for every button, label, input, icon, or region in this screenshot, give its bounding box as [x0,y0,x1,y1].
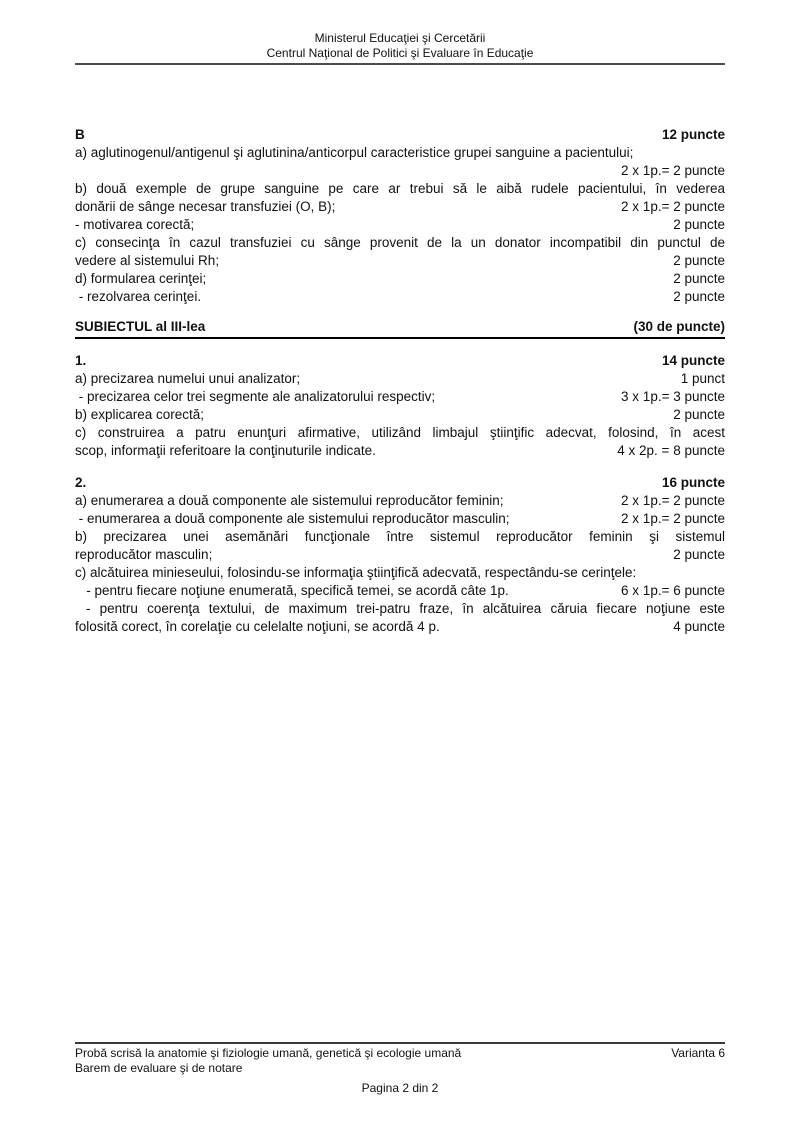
question-2-points: 16 puncte [661,475,725,490]
subject-3-heading [75,318,725,339]
footer-row-1 [75,1046,725,1061]
question-2-line-b1: b) precizarea unei asemănări funcţionale între sistemul reproducător feminin şi sistemul [75,529,725,544]
question-2-label: 2. [75,475,87,490]
section-b-label: B [75,127,85,142]
question-2-line-c2a: - pentru coerenţa textului, de maximum trei-patru fraze, în alcătuirea căruia fiecare noţiune este [86,601,725,616]
section-b-line-rezolvare: - rezolvarea cerinţei. 2 puncte [75,289,725,304]
question-1-line-c2: scop, informaţii referitoare la conţinuturile indicate. 4 x 2p. = 8 puncte [75,443,725,458]
question-1-block [75,352,725,460]
question-1-points: 14 puncte [661,353,725,368]
ministry-name: Ministerul Educaţiei şi Cercetării [314,31,486,45]
question-1-line-c1: c) construirea a patru enunţuri afirmative, utilizând limbajul ştiinţific adecvat, folosind, în acest [75,425,725,440]
document-footer [75,1042,725,1096]
question-1-heading [75,352,725,370]
barem-label: Barem de evaluare şi de notare [75,1061,243,1075]
question-1-line-a: a) precizarea numelui unui analizator; 1 punct [75,371,725,386]
question-2-line-b2: reproducător masculin; 2 puncte [75,547,725,562]
question-2-line-a2: - enumerarea a două componente ale sistemului reproducător masculin; 2 x 1p.= 2 puncte [75,511,725,526]
section-b-line-a-points: 2 x 1p.= 2 puncte [621,163,725,178]
section-b-points: 12 puncte [661,127,725,142]
question-2-line-a1: a) enumerarea a două componente ale sistemului reproducător feminin; 2 x 1p.= 2 puncte [75,493,725,508]
document-body [75,126,725,636]
subject-3-title: SUBIECTUL al III-lea [75,319,206,334]
section-b-line-c2: vedere al sistemului Rh; 2 puncte [75,253,725,268]
exam-title: Probă scrisă la anatomie şi fiziologie umană, genetică şi ecologie umană [75,1046,462,1060]
center-name: Centrul Naţional de Politici şi Evaluare în Educaţie [266,46,534,60]
question-1-label: 1. [75,353,87,368]
section-b-heading [75,126,725,144]
section-b-line-b1: b) două exemple de grupe sanguine pe care ar trebui să le aibă rudele pacientului, în vederea [75,181,725,196]
question-2-line-c1: - pentru fiecare noţiune enumerată, specifică temei, se acordă câte 1p. 6 x 1p.= 6 puncte [75,583,725,598]
question-2-heading [75,474,725,492]
section-b-line-d: d) formularea cerinţei; 2 puncte [75,271,725,286]
section-b-line-a: a) aglutinogenul/antigenul şi aglutinina/anticorpul caracteristice grupei sanguine a pacientului; [75,145,634,160]
question-2-line-c: c) alcătuirea minieseului, folosindu-se informaţia ştiinţifică adecvată, respectându-se cerinţele: [75,565,637,580]
section-b-line-c1: c) consecinţa în cazul transfuziei cu sânge provenit de la un donator incompatibil din punctul de [75,235,725,250]
subject-3-points: (30 de puncte) [633,319,725,334]
page-number: Pagina 2 din 2 [361,1081,439,1095]
question-2-block [75,474,725,636]
question-1-line-b: b) explicarea corectă; 2 puncte [75,407,725,422]
section-b-line-motivare: - motivarea corectă; 2 puncte [75,217,725,232]
variant-label: Varianta 6 [671,1046,725,1060]
document-header [75,31,725,65]
question-1-line-a2: - precizarea celor trei segmente ale analizatorului respectiv; 3 x 1p.= 3 puncte [75,389,725,404]
question-2-line-c2b: folosită corect, în corelaţie cu celelalte noţiuni, se acordă 4 p. 4 puncte [75,619,725,634]
footer-row-2 [75,1061,725,1076]
section-b-line-b2: donării de sânge necesar transfuziei (O, B); 2 x 1p.= 2 puncte [75,199,725,214]
